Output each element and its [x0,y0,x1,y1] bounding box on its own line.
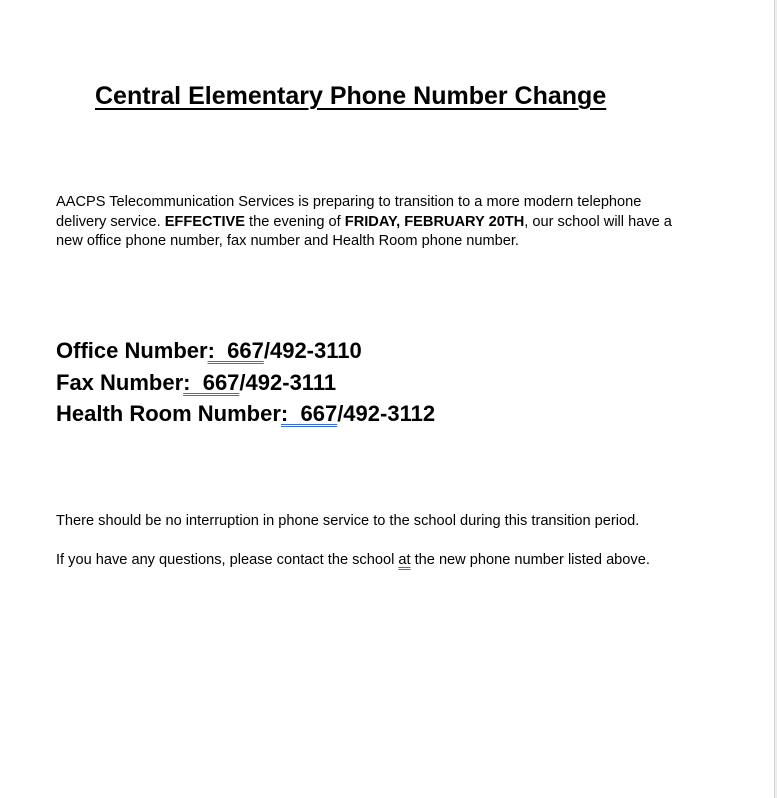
office-number-line [56,335,435,367]
page-title: Central Elementary Phone Number Change [95,82,607,110]
health-room-number-value: /492-3112 [337,401,436,426]
health-room-number-area-code: : 667 [280,401,338,426]
intro-text-1: AACPS Telecommunication Services is preparing to transition to a more modern telephone delivery service. [56,194,642,230]
intro-effective: EFFECTIVE [164,213,245,230]
office-number-area-code: : 667 [207,338,264,363]
intro-date: FRIDAY, FEBRUARY 20TH [344,213,525,230]
contact-note [56,551,650,570]
office-number-value: /492-3110 [263,338,362,363]
contact-note-before: If you have any questions, please contact the school [56,552,399,568]
health-room-number-line [56,398,435,430]
fax-number-label: Fax Number [56,369,184,395]
no-interruption-note: There should be no interruption in phone service to the school during this transition period. [56,513,640,529]
fax-number-value: /492-3111 [239,369,337,395]
phone-numbers-block [56,335,435,430]
fax-number-line [56,367,435,399]
health-room-number-label: Health Room Number [56,401,281,426]
fax-number-area-code: : 667 [183,369,240,395]
office-number-label: Office Number [56,338,208,363]
intro-text-3: , our school will have a new office phone number, fax number and Health Room phone number. [56,213,672,250]
contact-note-after: the new phone number listed above. [410,552,650,568]
intro-paragraph [56,193,681,252]
intro-text-2: the evening of [244,213,345,230]
contact-note-at: at [398,552,411,568]
